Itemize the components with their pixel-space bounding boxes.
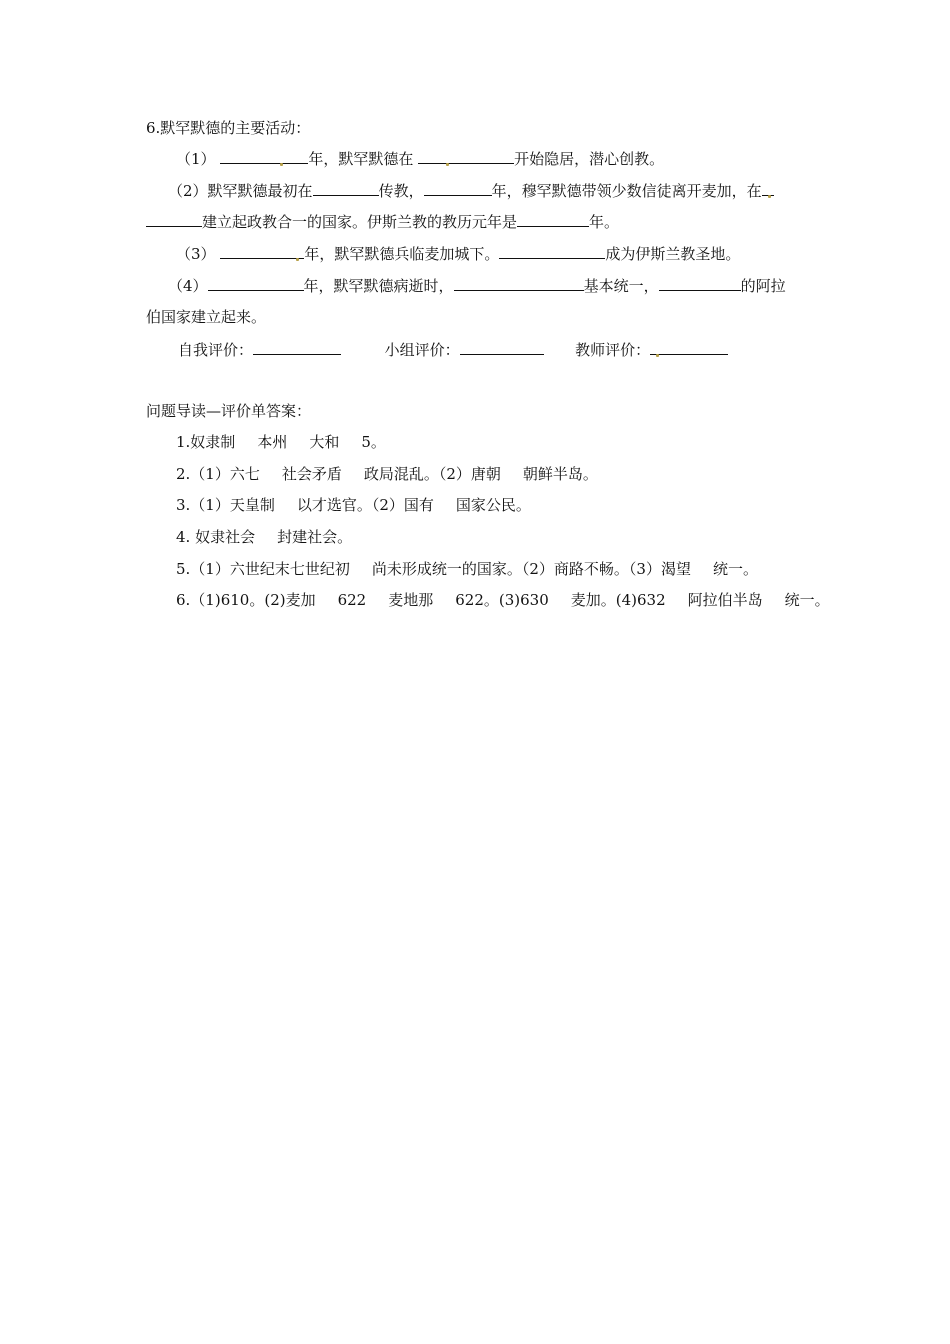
group-eval-label: 小组评价： (384, 341, 460, 359)
q6-part4: （4） 年，默罕默德病逝时， 基本统一， 的阿拉 (168, 277, 786, 295)
q6-title: 6.默罕默德的主要活动： (146, 119, 311, 137)
teacher-eval-blank[interactable] (650, 340, 728, 355)
q6-part1: （1） 年，默罕默德在 开始隐居，潜心创教。 (176, 150, 665, 168)
self-eval-blank[interactable] (253, 340, 341, 355)
evaluation-row (178, 340, 728, 360)
group-eval-blank[interactable] (460, 340, 544, 355)
fill-blank[interactable] (208, 276, 304, 291)
answer-1: 1.奴隶制 本州 大和 5。 (176, 433, 386, 451)
answer-3: 3.（1）天皇制 以才选官。（2）国有 国家公民。 (176, 496, 531, 514)
self-eval-label: 自我评价： (178, 341, 254, 359)
teacher-eval-label: 教师评价： (575, 341, 651, 359)
fill-blank[interactable] (424, 181, 492, 196)
answers-title: 问题导读—评价单答案： (146, 402, 312, 420)
answer-4: 4. 奴隶社会 封建社会。 (176, 528, 353, 546)
fill-blank[interactable] (220, 149, 308, 164)
answer-6: 6.（1)610。(2)麦加 622 麦地那 622。(3)630 麦加。(4)632 阿拉伯半岛 统一。 (176, 591, 830, 609)
q6-part2: （2）默罕默德最初在 传教， 年，穆罕默德带领少数信徒离开麦加，在 (168, 181, 774, 201)
fill-blank[interactable] (220, 244, 304, 259)
q6-part3: （3） 年，默罕默德兵临麦加城下。 成为伊斯兰教圣地。 (176, 245, 741, 263)
fill-blank[interactable] (517, 212, 589, 227)
fill-blank[interactable] (146, 212, 202, 227)
q6-part2-cont: 建立起政教合一的国家。伊斯兰教的教历元年是 年。 (146, 212, 619, 232)
answer-2: 2.（1）六七 社会矛盾 政局混乱。（2）唐朝 朝鲜半岛。 (176, 465, 598, 483)
fill-blank[interactable] (313, 181, 379, 196)
answer-5: 5.（1）六世纪末七世纪初 尚未形成统一的国家。（2）商路不畅。（3）渴望 统一。 (176, 560, 758, 578)
fill-blank[interactable] (762, 181, 774, 196)
q6-part4-cont: 伯国家建立起来。 (146, 308, 267, 326)
fill-blank[interactable] (499, 244, 605, 259)
fill-blank[interactable] (418, 149, 514, 164)
fill-blank[interactable] (659, 276, 741, 291)
fill-blank[interactable] (454, 276, 584, 291)
